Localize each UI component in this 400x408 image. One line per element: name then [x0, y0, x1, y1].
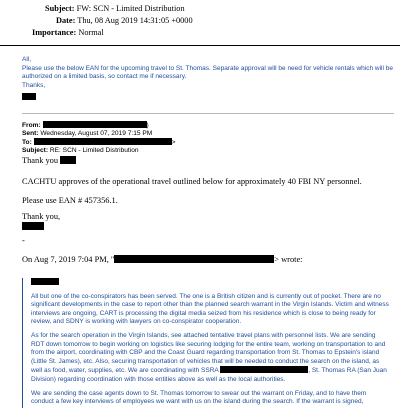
- header-date-value: Thu, 08 Aug 2019 14:31:05 +0000: [77, 16, 193, 25]
- reply-sign-off: Thank you,: [22, 212, 61, 221]
- header-subject-row: [45, 4, 185, 14]
- wrote-suffix: > wrote:: [274, 255, 303, 264]
- forward-message: Please use the below EAN for the upcoming travel to St. Thomas. Separate approval will be need for vehicle rentals which will be authorized on a limited basis, so contact me if necessary.: [22, 64, 393, 81]
- reply-ean: Please use EAN # 457356.1.: [22, 196, 118, 205]
- quoted-message: [22, 278, 389, 408]
- reply-subject-label: Subject:: [22, 146, 49, 154]
- reply-approval: CACHTU approves of the operational travel outlined below for approximately 40 FBI NY personnel.: [22, 177, 362, 186]
- redacted-signer: [22, 222, 44, 230]
- reply-to-suffix: >: [171, 139, 176, 146]
- reply-from-label: From:: [22, 122, 41, 129]
- reply-sent-value: Wednesday, August 07, 2019 7:15 PM: [40, 129, 153, 137]
- header-subject-label: Subject:: [45, 4, 75, 13]
- header-importance-label: Importance:: [32, 28, 77, 37]
- reply-subject-row: [22, 147, 139, 155]
- header-subject-value: FW: SCN - Limited Distribution: [76, 4, 185, 13]
- reply-sent-label: Sent:: [22, 129, 39, 137]
- reply-to-label: To:: [22, 139, 32, 146]
- redacted-from: [43, 121, 147, 128]
- header-date-label: Date:: [56, 16, 76, 25]
- wrote-line: [22, 255, 303, 265]
- quoted-para-2-start: As for the search operation in the Virgin Islands, see attached tentative travel plans with personnel lists. We are sending RDT down tomorrow to begin working on logistics like securing lodging for the entire team, working on transportation to and from the airport, coordinating with CBP and the Coast Guard regarding transportation from St. Thomas to Epstein's island (Little St. James), etc. Also, securing transportation of vehicles that will be needed to conduct the search on the island, as well as food, water, supplies, etc. We are coordinating with SSRA: [31, 331, 386, 375]
- redacted-name: [60, 156, 76, 164]
- redacted-to: [34, 138, 172, 145]
- header-date-row: [56, 16, 193, 26]
- header-importance-row: [32, 28, 104, 38]
- quoted-redacted-greeting: [31, 278, 389, 288]
- redacted-signature: [22, 93, 36, 100]
- forward-thanks: Thanks,: [22, 81, 46, 89]
- reply-sent-row: [22, 130, 152, 138]
- forward-note: [22, 56, 394, 90]
- header-divider: [0, 45, 400, 46]
- quoted-para-1: All but one of the co-conspirators has been served. The one is a British citizen and is currently out of pocket. There are no significant developments in the case to report other than the planned search warrant in the Virgin Islands. Victim and witness interviews are ongoing, CART is processing the digital media seized from his residence which is close to being ready for review, and SDNY is working with lawyers on co-conspirator cooperation.: [31, 292, 389, 326]
- header-importance-value: Normal: [78, 28, 104, 37]
- quoted-para-3: We are sending the case agents down to St. Thomas tomorrow to swear out the warrant on Friday, and to have them conduct a few key interviews of employees we want with us on the island during the search. If the warrant is signed,: [31, 389, 367, 406]
- reply-subject-value: RE: SCN - Limited Distribution: [49, 146, 139, 154]
- reply-thank-you: [22, 156, 76, 166]
- quoted-para-2: [31, 332, 389, 385]
- reply-dash: -: [22, 236, 25, 245]
- reply-divider: [22, 113, 394, 114]
- redacted-sender: [114, 255, 274, 263]
- reply-from-suffix: ): [146, 122, 149, 129]
- redacted-ssra: [220, 366, 308, 373]
- forward-greeting: All,: [22, 56, 32, 63]
- wrote-prefix: On Aug 7, 2019 7:04 PM, ": [22, 255, 115, 264]
- quoted-para-2-end: , St. Thomas RA (San Juan Division) regarding coordination with those entities above as well as the local authorities.: [31, 367, 387, 383]
- thank-you-text: Thank you: [22, 156, 59, 165]
